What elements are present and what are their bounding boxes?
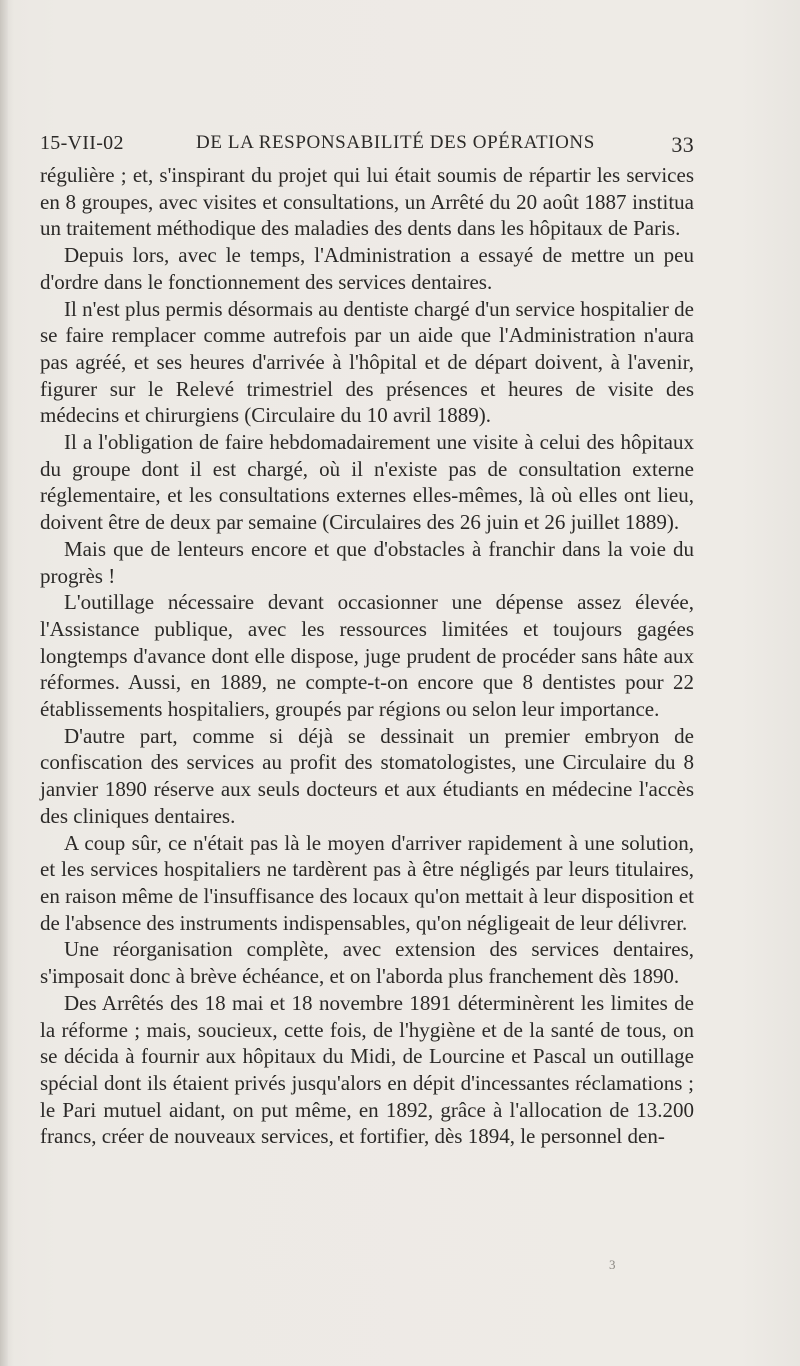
paragraph: Depuis lors, avec le temps, l'Administration a essayé de mettre un peu d'ordre dans le fonctionnement des services dentaires. bbox=[40, 243, 694, 294]
header-running-title: DE LA RESPONSABILITÉ DES OPÉRATIONS bbox=[196, 132, 595, 153]
header-folio: 15-VII-02 bbox=[40, 132, 124, 154]
paragraph: Une réorganisation complète, avec extension des services dentaires, s'imposait donc à brève échéance, et on l'aborda plus franchement dès 1890. bbox=[40, 937, 694, 989]
page-gutter bbox=[0, 0, 8, 1366]
paragraph: régulière ; et, s'inspirant du projet qui lui était soumis de répartir les services en 8 groupes, avec visites et consultations, un Arrêté du 20 août 1887 institua un traitement méthodique des maladies des dents dans les hôpitaux de Paris. bbox=[40, 163, 694, 241]
paragraph: D'autre part, comme si déjà se dessinait un premier embryon de confiscation des services au profit des stomatologistes, une Circulaire du 8 janvier 1890 réserve aux seuls docteurs et aux étudiants en médecine l'accès des cliniques dentaires. bbox=[40, 723, 694, 828]
page-number: 33 bbox=[671, 132, 694, 157]
paragraph: L'outillage nécessaire devant occasionner une dépense assez élevée, l'Assistance publique, avec les ressources limitées et toujours gagées longtemps d'avance dont elle dispose, juge prudent de procéder sans hâte aux réformes. Aussi, en 1889, ne compte-t-on encore que 8 dentistes pour 22 établissements hospitaliers, groupés par régions ou selon leur importance. bbox=[40, 590, 694, 722]
paragraph: Mais que de lenteurs encore et que d'obstacles à franchir dans la voie du progrès ! bbox=[40, 536, 694, 588]
paragraph: Des Arrêtés des 18 mai et 18 novembre 1891 déterminèrent les limites de la réforme ; mais, soucieux, cette fois, de l'hygiène et de la santé de tous, on se décida à fournir aux hôpitaux du Midi, de Lourcine et Pascal un outillage spécial dont ils étaient privés jusqu'alors en dépit d'incessantes réclamations ; le Pari mutuel aidant, on put même, en 1892, grâce à l'allocation de 13.200 francs, créer de nouveaux services, et fortifier, dès 1894, le personnel den- bbox=[40, 990, 694, 1149]
body-text bbox=[40, 162, 694, 1150]
paragraph: Il a l'obligation de faire hebdomadairement une visite à celui des hôpitaux du groupe dont il est chargé, où il n'existe pas de consultation externe réglementaire, et les consultations externes elles-mêmes, là où elles ont lieu, doivent être de deux par semaine (Circulaires des 26 juin et 26 juillet 1889). bbox=[40, 430, 694, 535]
paragraph: A coup sûr, ce n'était pas là le moyen d'arriver rapidement à une solution, et les services hospitaliers ne tardèrent pas à être négligés par leurs titulaires, en raison même de l'insuffisance des locaux qu'on mettait à leur disposition et de l'absence des instruments indispensables, qu'on négligeait de leur délivrer. bbox=[40, 830, 694, 935]
running-header bbox=[40, 126, 694, 160]
paragraph: Il n'est plus permis désormais au dentiste chargé d'un service hospitalier de se faire remplacer comme autrefois par un aide que l'Administration n'aura pas agréé, et ses heures d'arrivée à l'hôpital et de départ doivent, à l'avenir, figurer sur le Relevé trimestriel des présences et heures de visite des médecins et chirurgiens (Circulaire du 10 avril 1889). bbox=[40, 296, 694, 428]
signature-mark: 3 bbox=[609, 1257, 616, 1272]
